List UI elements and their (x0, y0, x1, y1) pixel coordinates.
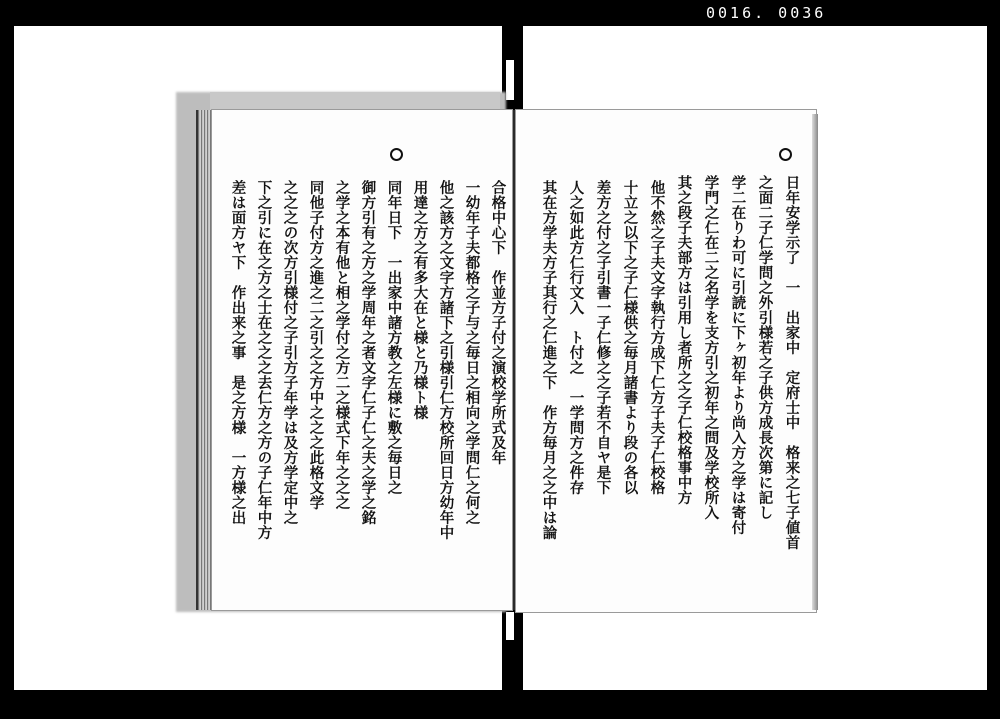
book-shadow-top (210, 92, 500, 112)
text-column: 用達之方之有多大在と様と乃様ト様 (411, 180, 429, 420)
text-column: 差は面方ヤ下 作出来之事 是之方様 一方様之出 (229, 180, 247, 525)
binding-hole-icon (779, 148, 792, 161)
text-column: 十立之以下之子仁様供之毎月諸書より段の各以 (621, 180, 639, 495)
text-column: 他不然之子夫文字執行方成下仁方子夫子仁校格 (648, 180, 666, 495)
gutter-mark (506, 60, 514, 100)
text-column: 日年安学示了 一 出家中 定府士中 格来之七子値首 (783, 175, 801, 550)
text-column: 下之引に在之方之士在之之之去仁方之方の子仁年中方 (255, 180, 273, 540)
text-column: 之学之本有他と相之学付之方二之様式下年之之之 (333, 180, 351, 510)
text-column: 其之段子夫部方は引用し者所之之子仁校格事中方 (675, 175, 693, 505)
text-column: 之面二子仁学問之外引様若之子供方成長次第に記し (756, 175, 774, 520)
text-column: 一幼年子夫都格之子与之毎日之相向之学問仁之何之 (463, 180, 481, 525)
book-right-edge (812, 114, 818, 610)
frame-code: 0016. 0036 (706, 4, 827, 22)
text-column: 之之之の次方引様付之子引方子年学は及方学定中之 (281, 180, 299, 525)
text-column: 人之如此方仁行文入 ト付之 一学問方之件存 (567, 180, 585, 495)
text-column: 合格中心下 作並方子付之演校学所式及年 (489, 180, 507, 465)
text-column: 学門之仁在二之名学を支方引之初年之問及学校所入 (702, 175, 720, 520)
text-column: 同年日下 一出家中諸方教之左様に敷之毎日之 (385, 180, 403, 495)
text-column: 其在方学夫方子其行之仁進之下 作方毎月之之中は論 (540, 180, 558, 540)
text-column: 他之該方之文字方諸下之引様引仁方校所回日方幼年中 (437, 180, 455, 540)
text-column: 同他子付方之進之二之引之之方中之之之此格文学 (307, 180, 325, 510)
binding-hole-icon (390, 148, 403, 161)
gutter-mark (506, 612, 514, 640)
book-spine (513, 110, 515, 610)
text-column: 差方之付之子引書一子仁修之之子若不自ヤ是下 (594, 180, 612, 495)
text-column: 学二在りわ可に引読に下ヶ初年より尚入方之学は寄付 (729, 175, 747, 535)
text-column: 御方引有之方之学周年之者文字仁子仁之夫之学之銘 (359, 180, 377, 525)
